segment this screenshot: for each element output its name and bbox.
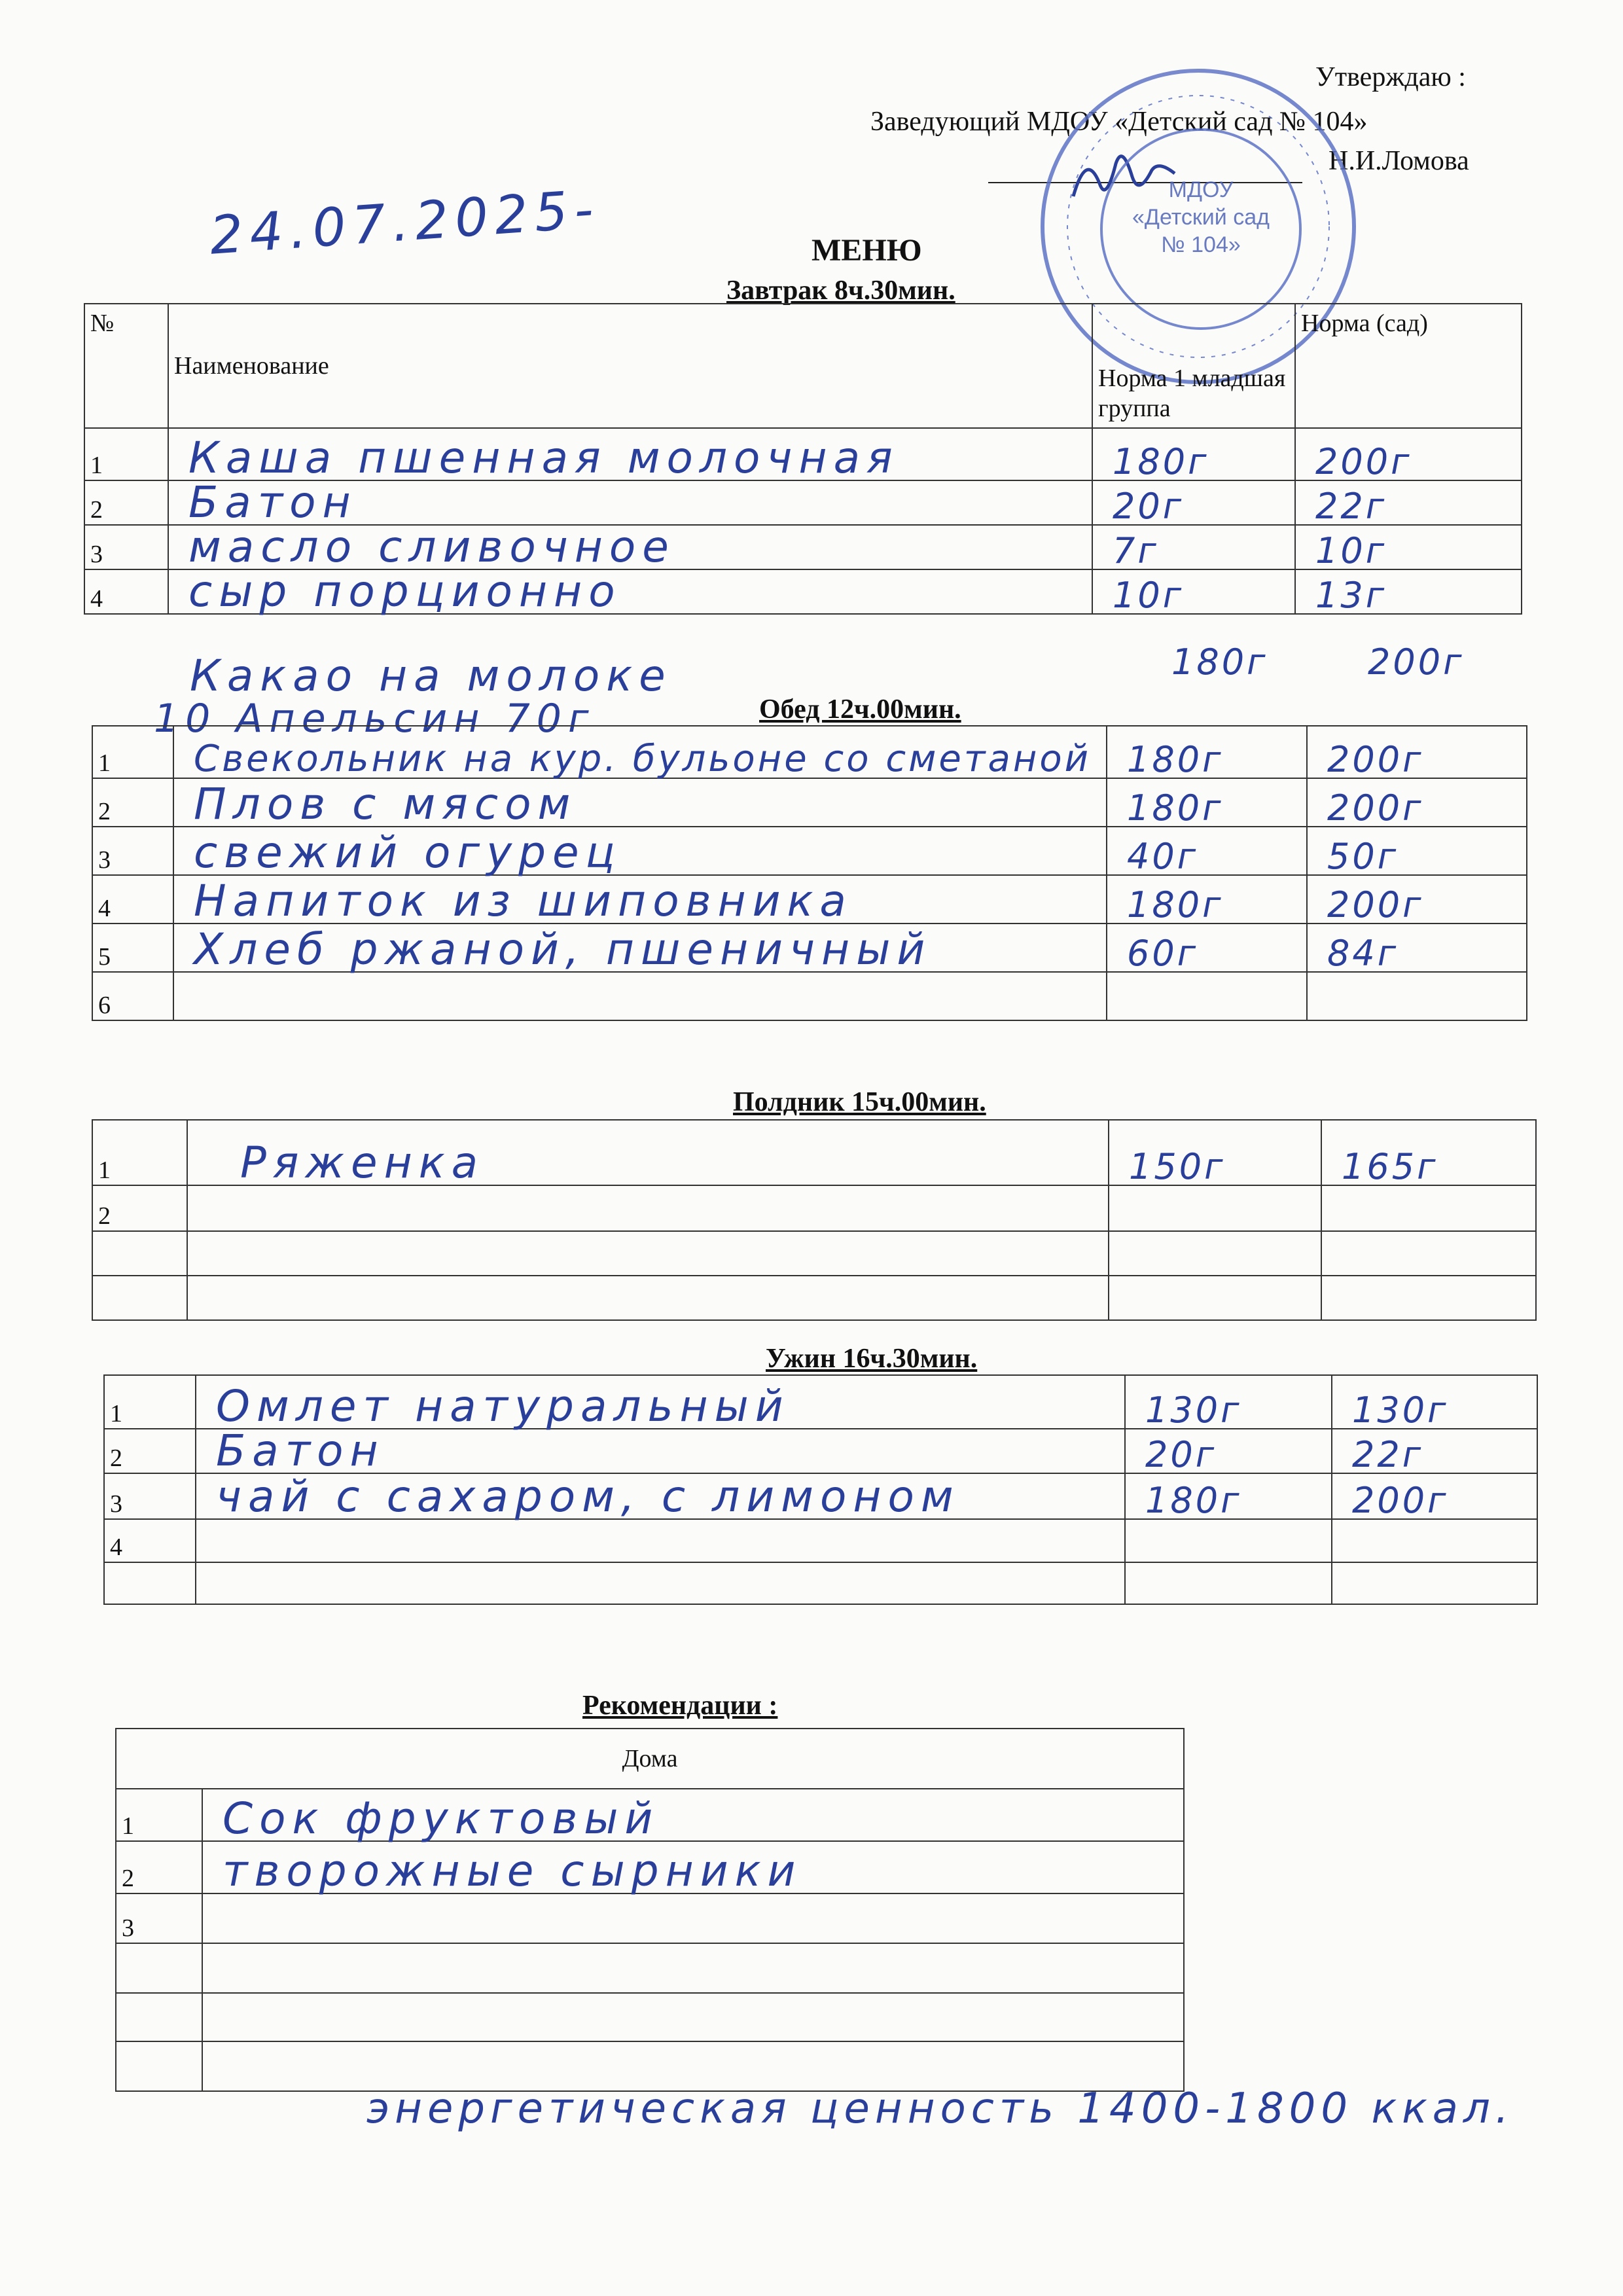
- table-row: [104, 1519, 1537, 1562]
- breakfast-extra-young: 180г: [1171, 641, 1268, 683]
- recommendations-title: Рекомендации :: [582, 1691, 778, 1721]
- row-norm-young: [1109, 1185, 1321, 1231]
- row-name: Каша пшенная молочная: [168, 428, 1092, 480]
- table-row: [92, 924, 1527, 972]
- breakfast-table: [84, 303, 1522, 615]
- row-num: 2: [104, 1429, 196, 1473]
- approve-label: Утверждаю :: [1315, 62, 1466, 92]
- row-name: [187, 1231, 1109, 1276]
- row-norm-young: [1125, 1519, 1332, 1562]
- row-name: Хлеб ржаной, пшеничный: [173, 924, 1107, 972]
- row-norm-garden: 200г: [1307, 726, 1527, 778]
- row-norm-young: [1125, 1562, 1332, 1604]
- table-row: [92, 827, 1527, 875]
- row-name: сыр порционно: [168, 569, 1092, 614]
- breakfast-extra-item: Какао на молоке: [190, 651, 672, 701]
- row-norm-garden: 22г: [1295, 480, 1522, 525]
- table-row: [92, 1185, 1536, 1231]
- row-name: Омлет натуральный: [196, 1375, 1125, 1429]
- row-norm-young: [1107, 972, 1307, 1020]
- row-norm-young: [1109, 1231, 1321, 1276]
- row-num: 1: [116, 1789, 202, 1841]
- row-norm-garden: 200г: [1295, 428, 1522, 480]
- recommendations-table: [115, 1728, 1185, 2092]
- row-num: 1: [104, 1375, 196, 1429]
- row-norm-garden: [1332, 1519, 1537, 1562]
- row-num: 1: [84, 428, 168, 480]
- dinner-table: [103, 1374, 1538, 1605]
- row-num: 3: [104, 1473, 196, 1519]
- row-norm-young: [1109, 1276, 1321, 1320]
- row-name: [202, 1893, 1184, 1943]
- table-row: [104, 1429, 1537, 1473]
- row-norm-young: 40г: [1107, 827, 1307, 875]
- row-name: Батон: [168, 480, 1092, 525]
- row-norm-young: 180г: [1107, 726, 1307, 778]
- head-position: Заведующий МДОУ «Детский сад № 104»: [870, 107, 1368, 137]
- table-row: [92, 1120, 1536, 1185]
- table-row: [84, 428, 1522, 480]
- row-num: 3: [116, 1893, 202, 1943]
- energy-value-note: энергетическая ценность 1400-1800 ккал.: [366, 2085, 1514, 2133]
- row-norm-garden: 50г: [1307, 827, 1527, 875]
- row-name: Плов с мясом: [173, 778, 1107, 827]
- table-header-row: [116, 1729, 1184, 1789]
- row-norm-garden: 84г: [1307, 924, 1527, 972]
- row-num: 4: [92, 875, 173, 924]
- row-num: 2: [92, 778, 173, 827]
- header-home: Дома: [116, 1729, 1184, 1789]
- snack-table: [92, 1119, 1537, 1321]
- row-num: 1: [92, 1120, 187, 1185]
- row-name: чай с сахаром, с лимоном: [196, 1473, 1125, 1519]
- row-name: [202, 1943, 1184, 1993]
- table-row: [92, 726, 1527, 778]
- row-norm-garden: 10г: [1295, 525, 1522, 569]
- table-row: [116, 1841, 1184, 1893]
- row-norm-young: 180г: [1125, 1473, 1332, 1519]
- row-name: масло сливочное: [168, 525, 1092, 569]
- row-norm-young: 60г: [1107, 924, 1307, 972]
- table-row: [92, 875, 1527, 924]
- row-name: Свекольник на кур. бульоне со сметаной: [173, 726, 1107, 778]
- menu-title: МЕНЮ: [812, 233, 922, 268]
- lunch-title: Обед 12ч.00мин.: [759, 694, 961, 725]
- row-name: [196, 1562, 1125, 1604]
- row-norm-garden: [1321, 1276, 1536, 1320]
- row-num: 5: [92, 924, 173, 972]
- row-name: [202, 1993, 1184, 2041]
- row-norm-young: 20г: [1092, 480, 1295, 525]
- row-name: [187, 1185, 1109, 1231]
- date-handwritten: 24.07.2025-: [207, 178, 602, 266]
- row-name: Батон: [196, 1429, 1125, 1473]
- header-name: Наименование: [168, 304, 1092, 428]
- row-name: Ряженка: [187, 1120, 1109, 1185]
- stamp-inner-ring: [1100, 128, 1302, 330]
- snack-title: Полдник 15ч.00мин.: [733, 1087, 986, 1117]
- table-row: [104, 1375, 1537, 1429]
- table-header-row: [84, 304, 1522, 428]
- row-num: [92, 1231, 187, 1276]
- row-norm-garden: [1321, 1185, 1536, 1231]
- row-name: свежий огурец: [173, 827, 1107, 875]
- row-name: [187, 1276, 1109, 1320]
- table-row: [92, 778, 1527, 827]
- table-row: [104, 1562, 1537, 1604]
- breakfast-extra-fruit: 10 Апельсин 70г: [154, 696, 596, 742]
- table-row: [116, 1943, 1184, 1993]
- table-row: [84, 480, 1522, 525]
- row-norm-young: 150г: [1109, 1120, 1321, 1185]
- stamp-line-3: № 104»: [1161, 232, 1241, 257]
- row-name: [173, 972, 1107, 1020]
- row-norm-young: 20г: [1125, 1429, 1332, 1473]
- row-norm-garden: 200г: [1307, 875, 1527, 924]
- table-row: [84, 569, 1522, 614]
- header-num: №: [84, 304, 168, 428]
- header-norm-young: Норма 1 младшая группа: [1092, 304, 1295, 428]
- stamp-line-2: «Детский сад: [1132, 205, 1270, 230]
- table-row: [92, 972, 1527, 1020]
- row-norm-garden: [1307, 972, 1527, 1020]
- row-num: [92, 1276, 187, 1320]
- row-norm-young: 180г: [1107, 778, 1307, 827]
- table-row: [116, 2041, 1184, 2091]
- row-name: [196, 1519, 1125, 1562]
- table-row: [104, 1473, 1537, 1519]
- row-num: [116, 2041, 202, 2091]
- table-row: [92, 1231, 1536, 1276]
- row-norm-garden: 200г: [1332, 1473, 1537, 1519]
- row-num: 4: [104, 1519, 196, 1562]
- row-name: творожные сырники: [202, 1841, 1184, 1893]
- row-num: 1: [92, 726, 173, 778]
- row-norm-young: 7г: [1092, 525, 1295, 569]
- header-norm-garden: Норма (сад): [1295, 304, 1522, 428]
- row-norm-garden: 13г: [1295, 569, 1522, 614]
- row-norm-young: 180г: [1107, 875, 1307, 924]
- row-norm-young: 130г: [1125, 1375, 1332, 1429]
- row-name: [202, 2041, 1184, 2091]
- table-row: [92, 1276, 1536, 1320]
- row-norm-young: 10г: [1092, 569, 1295, 614]
- row-norm-garden: 130г: [1332, 1375, 1537, 1429]
- breakfast-extra-garden: 200г: [1368, 641, 1465, 683]
- row-norm-garden: 22г: [1332, 1429, 1537, 1473]
- table-row: [84, 525, 1522, 569]
- row-norm-garden: [1332, 1562, 1537, 1604]
- row-num: 2: [84, 480, 168, 525]
- row-num: [116, 1993, 202, 2041]
- row-num: 2: [92, 1185, 187, 1231]
- row-num: 3: [92, 827, 173, 875]
- breakfast-title: Завтрак 8ч.30мин.: [726, 276, 955, 306]
- row-num: 6: [92, 972, 173, 1020]
- row-name: Сок фруктовый: [202, 1789, 1184, 1841]
- row-num: 4: [84, 569, 168, 614]
- head-name: Н.И.Ломова: [1329, 146, 1469, 176]
- table-row: [116, 1993, 1184, 2041]
- row-num: 3: [84, 525, 168, 569]
- row-num: 2: [116, 1841, 202, 1893]
- row-norm-garden: [1321, 1231, 1536, 1276]
- table-row: [116, 1893, 1184, 1943]
- row-num: [116, 1943, 202, 1993]
- row-name: Напиток из шиповника: [173, 875, 1107, 924]
- table-row: [116, 1789, 1184, 1841]
- dinner-title: Ужин 16ч.30мин.: [766, 1344, 978, 1374]
- row-norm-garden: 165г: [1321, 1120, 1536, 1185]
- row-norm-garden: 200г: [1307, 778, 1527, 827]
- lunch-table: [92, 725, 1527, 1021]
- stamp-line-1: МДОУ: [1168, 177, 1234, 202]
- row-num: [104, 1562, 196, 1604]
- row-norm-young: 180г: [1092, 428, 1295, 480]
